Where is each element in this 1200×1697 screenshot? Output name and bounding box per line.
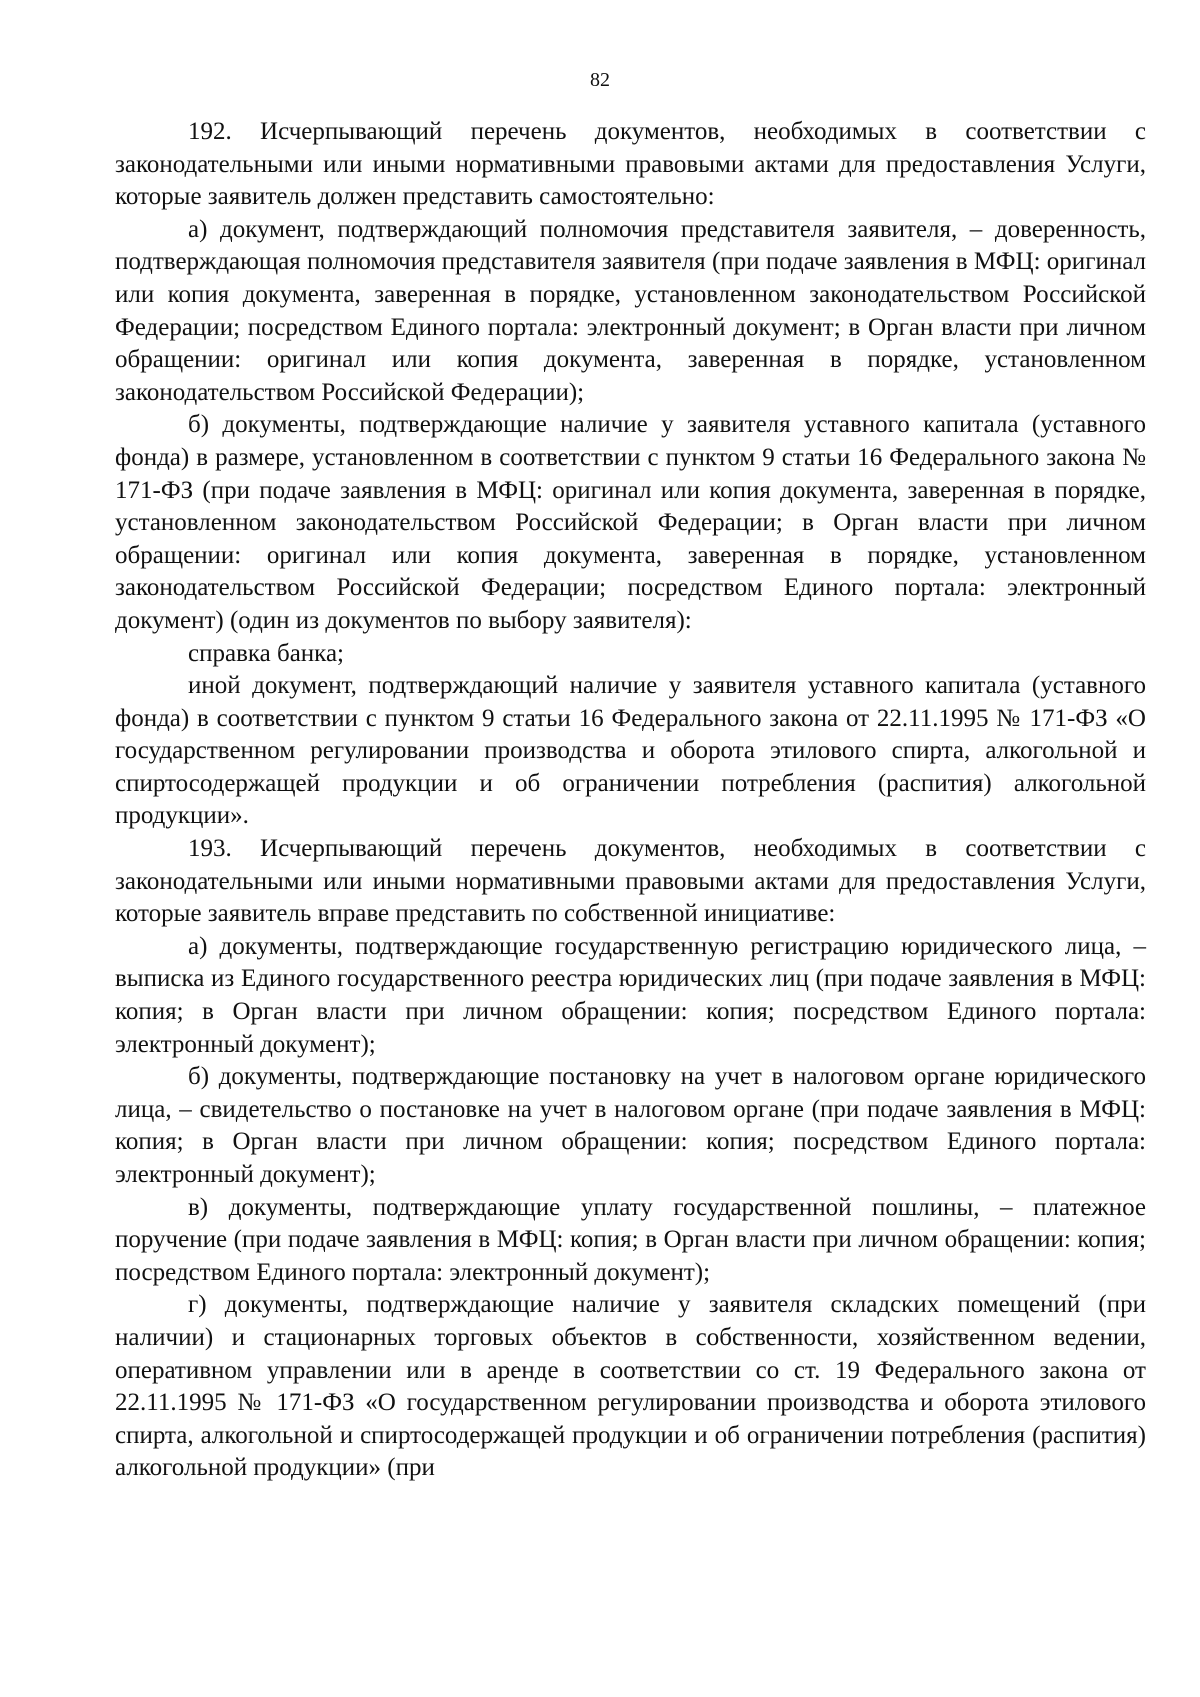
paragraph-192-b: б) документы, подтверждающие наличие у заявителя уставного капитала (уставного фонда) в размере, установленном в соответствии с пунктом 9 статьи 16 Федерального закона № 171-ФЗ (при подаче заявления в МФЦ: оригинал или копия документа, заверенная в порядке, установленном законодательством Российской Федерации; в Орган власти при личном обращении: оригинал или копия документа, заверенная в порядке, установленном законодательством Российской Федерации; посредством Единого портала: электронный документ) (один из документов по выбору заявителя): (115, 411, 1146, 634)
paragraph-193-b: б) документы, подтверждающие постановку на учет в налоговом органе юридического лица, – свидетельство о постановке на учет в налоговом органе (при подаче заявления в МФЦ: копия; в Орган власти при личном обращении: копия; посредством Единого портала: электронный документ); (115, 1063, 1146, 1188)
paragraph-193-a: а) документы, подтверждающие государственную регистрацию юридического лица, – выписка из Единого государственного реестра юридических лиц (при подаче заявления в МФЦ: копия; в Орган власти при личном обращении: копия; посредством Единого портала: электронный документ); (115, 932, 1146, 1058)
paragraph-193-c: в) документы, подтверждающие уплату государственной пошлины, – платежное поручение (при подаче заявления в МФЦ: копия; в Орган власти при личном обращении: копия; посредством Единого портала: электронный документ); (115, 1193, 1146, 1286)
paragraph-192-intro: 192. Исчерпывающий перечень документов, необходимых в соответствии с законодательными или иными нормативными правовыми актами для предоставления Услуги, которые заявитель должен представить самостоятельно: (115, 118, 1146, 211)
paragraph-193-d: г) документы, подтверждающие наличие у заявителя складских помещений (при наличии) и стационарных торговых объектов в собственности, хозяйственном ведении, оперативном управлении или в аренде в соответствии со ст. 19 Федерального закона от 22.11.1995 № 171-ФЗ «О государственном регулировании производства и оборота этилового спирта, алкогольной и спиртосодержащей продукции и об ограничении потребления (распития) алкогольной продукции» (при (115, 1291, 1146, 1482)
paragraph-192-a: а) документ, подтверждающий полномочия представителя заявителя, – доверенность, подтверждающая полномочия представителя заявителя (при подаче заявления в МФЦ: оригинал или копия документа, заверенная в порядке, установленном законодательством Российской Федерации; посредством Единого портала: электронный документ; в Орган власти при личном обращении: оригинал или копия документа, заверенная в порядке, установленном законодательством Российской Федерации); (115, 215, 1146, 406)
paragraph-other-document: иной документ, подтверждающий наличие у заявителя уставного капитала (уставного фонда) в соответствии с пунктом 9 статьи 16 Федерального закона от 22.11.1995 № 171-ФЗ «О государственном регулировании производства и оборота этилового спирта, алкогольной и спиртосодержащей продукции и об ограничении потребления (распития) алкогольной продукции». (115, 672, 1146, 830)
document-body (115, 116, 1146, 1485)
paragraph-bank-certificate: справка банка; (188, 639, 344, 667)
paragraph-193-intro: 193. Исчерпывающий перечень документов, необходимых в соответствии с законодательными или иными нормативными правовыми актами для предоставления Услуги, которые заявитель вправе представить по собственной инициативе: (115, 835, 1146, 928)
page-number: 82 (590, 69, 610, 91)
